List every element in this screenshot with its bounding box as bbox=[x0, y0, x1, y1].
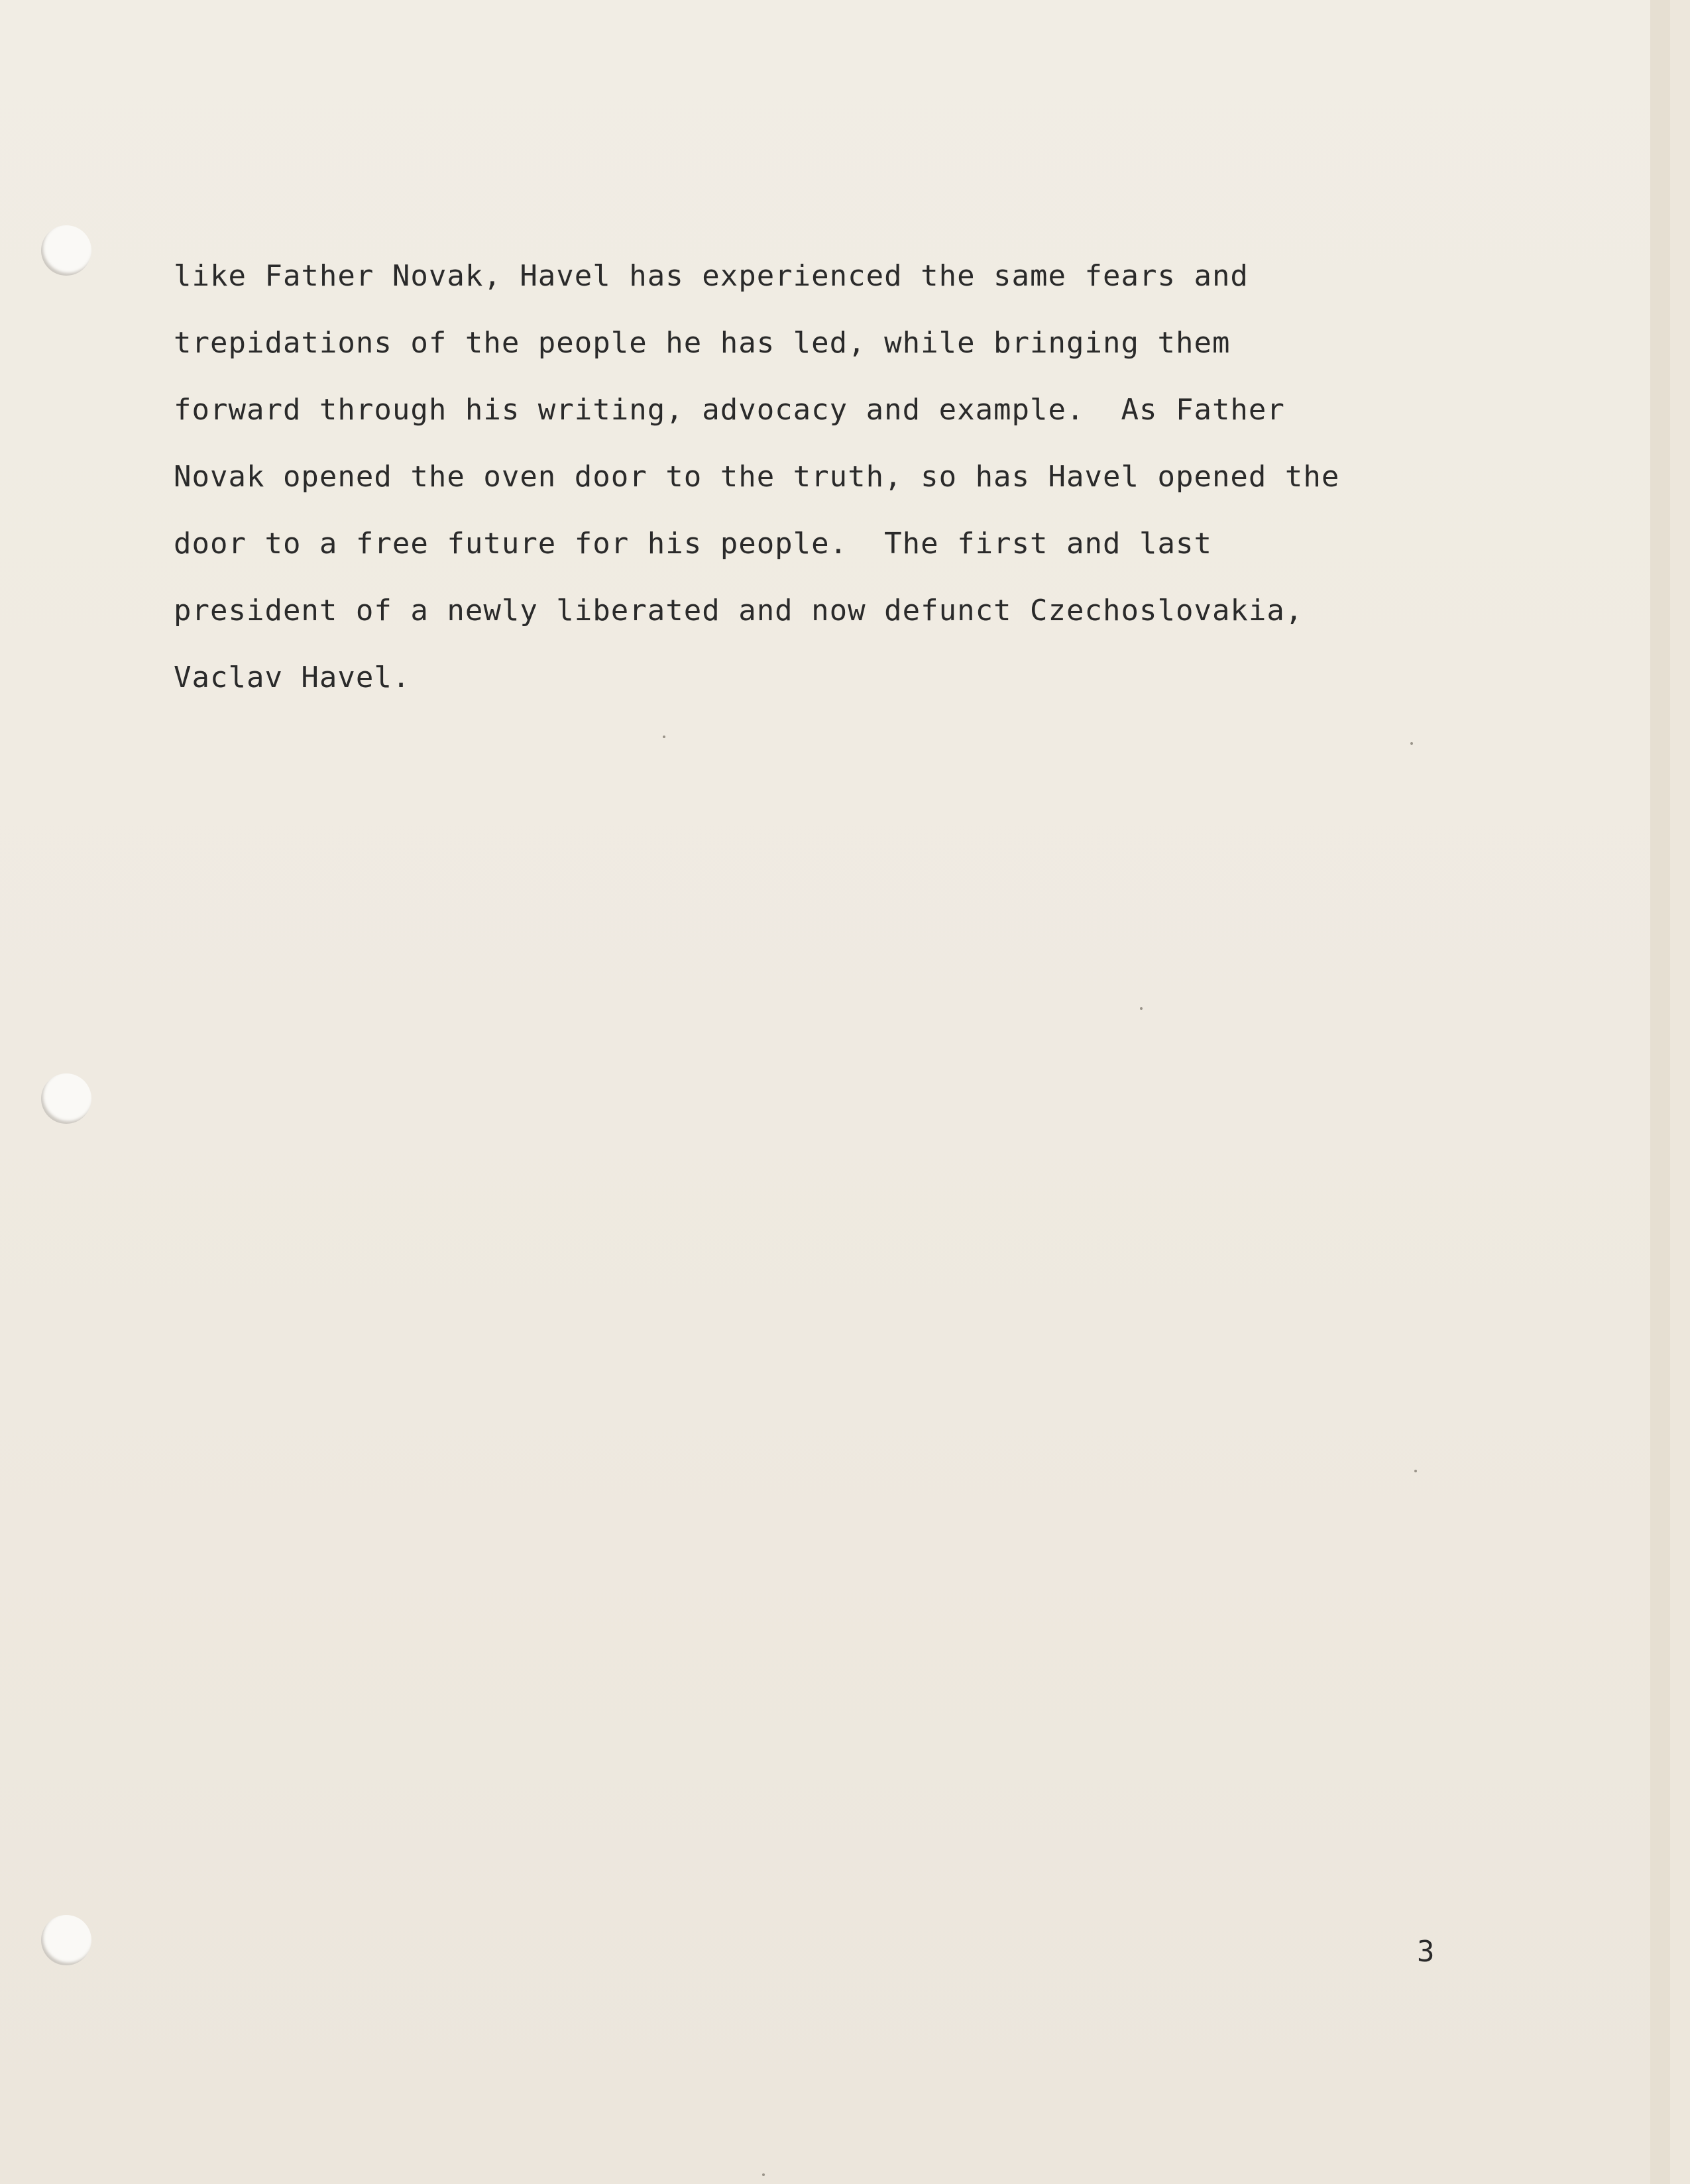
page-edge bbox=[1650, 0, 1670, 2184]
punch-hole-bottom bbox=[41, 1915, 91, 1965]
paper-speck bbox=[1414, 1470, 1417, 1472]
body-paragraph bbox=[174, 243, 1486, 711]
punch-hole-middle bbox=[41, 1073, 91, 1124]
body-line: door to a free future for his people. The first and last bbox=[174, 527, 1212, 561]
body-line: trepidations of the people he has led, while bringing them bbox=[174, 326, 1231, 360]
body-line: like Father Novak, Havel has experienced the same fears and bbox=[174, 259, 1249, 293]
punch-hole-top bbox=[41, 225, 91, 276]
paper-speck bbox=[1410, 742, 1413, 745]
body-line: forward through his writing, advocacy and example. As Father bbox=[174, 393, 1285, 427]
body-line: Vaclav Havel. bbox=[174, 661, 411, 694]
body-line: Novak opened the oven door to the truth, so has Havel opened the bbox=[174, 460, 1340, 494]
paper-speck bbox=[762, 2173, 765, 2176]
paper-speck bbox=[1140, 1007, 1143, 1010]
body-line: president of a newly liberated and now defunct Czechoslovakia, bbox=[174, 594, 1304, 628]
paper-speck bbox=[663, 736, 665, 738]
page-number: 3 bbox=[1417, 1935, 1435, 1969]
